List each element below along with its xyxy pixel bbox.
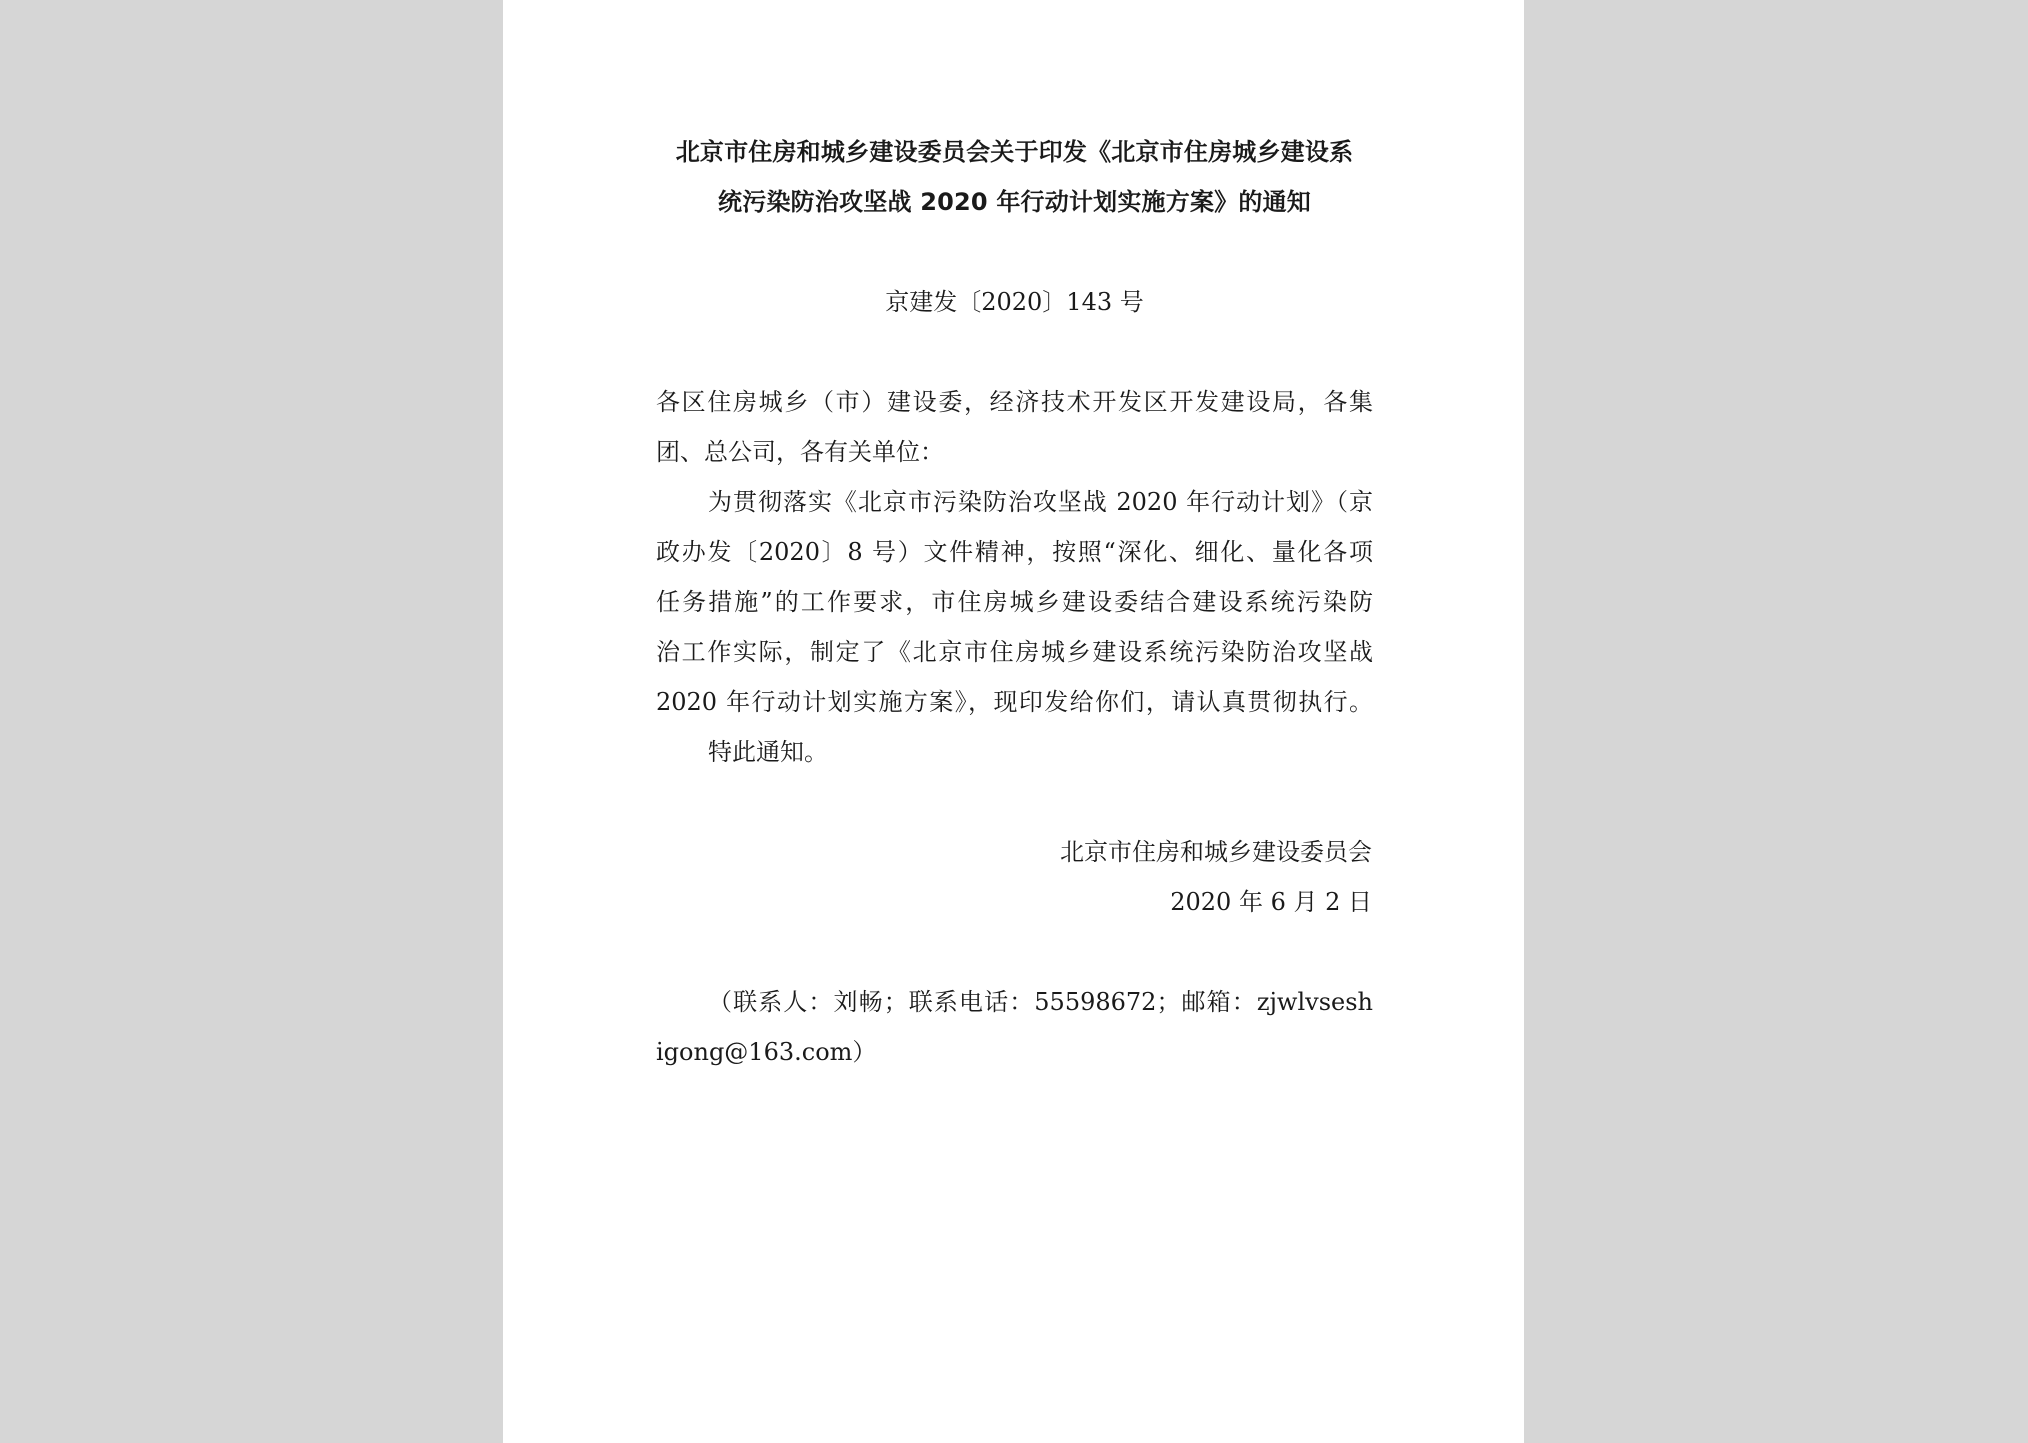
signature-organization: 北京市住房和城乡建设委员会 — [1060, 838, 1372, 866]
body-paragraph-line-3: 任务措施”的工作要求，市住房城乡建设委结合建设系统污染防 — [656, 588, 1373, 616]
body-paragraph-line-1: 为贯彻落实《北京市污染防治攻坚战 2020 年行动计划》（京 — [708, 488, 1373, 516]
contact-info-line-1: （联系人：刘畅；联系电话：55598672；邮箱：zjwlvsesh — [708, 988, 1373, 1016]
document-page — [503, 0, 1524, 1443]
body-paragraph-line-4: 治工作实际，制定了《北京市住房城乡建设系统污染防治攻坚战 — [656, 638, 1373, 666]
document-number: 京建发〔2020〕143 号 — [885, 288, 1144, 316]
addressee-line-1: 各区住房城乡（市）建设委，经济技术开发区开发建设局，各集 — [656, 388, 1373, 416]
document-title-line-1: 北京市住房和城乡建设委员会关于印发《北京市住房城乡建设系 — [675, 138, 1354, 166]
body-paragraph-line-5: 2020 年行动计划实施方案》，现印发给你们，请认真贯彻执行。 — [656, 688, 1373, 716]
addressee-line-2: 团、总公司，各有关单位： — [656, 438, 944, 466]
closing-remark: 特此通知。 — [708, 738, 828, 766]
body-paragraph-line-2: 政办发〔2020〕8 号）文件精神，按照“深化、细化、量化各项 — [656, 538, 1373, 566]
contact-info-line-2: igong@163.com） — [656, 1038, 877, 1066]
document-title-line-2: 统污染防治攻坚战 2020 年行动计划实施方案》的通知 — [718, 188, 1311, 216]
signature-date: 2020 年 6 月 2 日 — [1170, 888, 1372, 916]
